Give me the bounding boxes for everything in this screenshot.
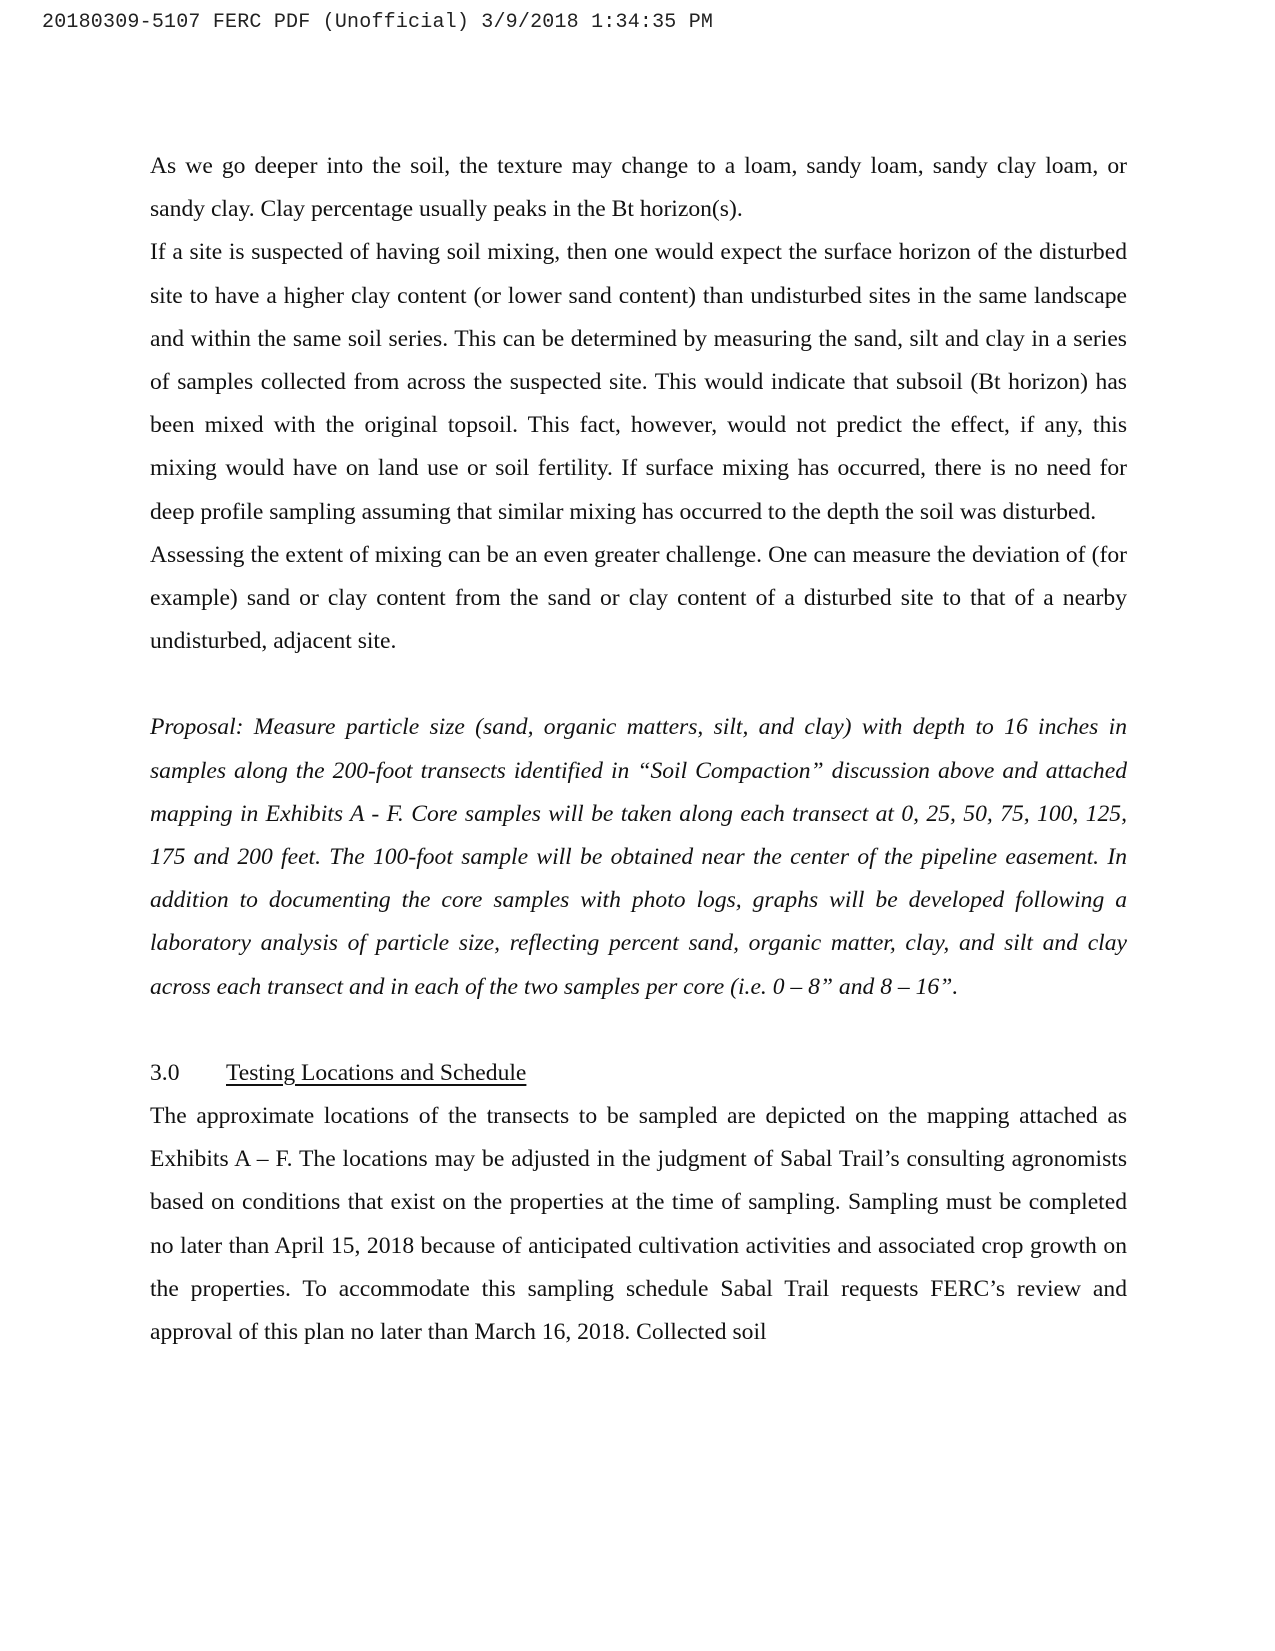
paragraph-gap — [150, 663, 1127, 706]
section-heading — [150, 1052, 1127, 1095]
section-number: 3.0 — [150, 1059, 180, 1086]
paragraph-gap — [150, 1009, 1127, 1052]
filing-stamp: 20180309-5107 FERC PDF (Unofficial) 3/9/2018 1:34:35 PM — [42, 11, 714, 34]
section-title: Testing Locations and Schedule — [226, 1059, 527, 1086]
document-body — [150, 145, 1127, 1354]
paragraph-soil-texture: As we go deeper into the soil, the texture may change to a loam, sandy loam, sandy clay loam, or sandy clay. Clay percentage usually peaks in the Bt horizon(s). — [150, 153, 1127, 223]
paragraph-soil-mixing: If a site is suspected of having soil mixing, then one would expect the surface horizon of the disturbed site to have a higher clay content (or lower sand content) than undisturbed sites in the same landscape and within the same soil series. This can be determined by measuring the sand, silt and clay in a series of samples collected from across the suspected site. This would indicate that subsoil (Bt horizon) has been mixed with the original topsoil. This fact, however, would not predict the effect, if any, this mixing would have on land use or soil fertility. If surface mixing has occurred, there is no need for deep profile sampling assuming that similar mixing has occurred to the depth the soil was disturbed. — [150, 239, 1127, 525]
proposal-paragraph: Proposal: Measure particle size (sand, organic matters, silt, and clay) with depth to 16 inches in samples along the 200-foot transects identified in “Soil Compaction” discussion above and attached mapping in Exhibits A - F. Core samples will be taken along each transect at 0, 25, 50, 75, 100, 125, 175 and 200 feet. The 100-foot sample will be obtained near the center of the pipeline easement. In addition to documenting the core samples with photo logs, graphs will be developed following a laboratory analysis of particle size, reflecting percent sand, organic matter, clay, and silt and clay across each transect and in each of the two samples per core (i.e. 0 – 8” and 8 – 16”. — [150, 714, 1127, 1000]
paragraph-mixing-extent: Assessing the extent of mixing can be an even greater challenge. One can measure the deviation of (for example) sand or clay content from the sand or clay content of a disturbed site to that of a nearby undisturbed, adjacent site. — [150, 541, 1127, 655]
paragraph-testing-locations: The approximate locations of the transects to be sampled are depicted on the mapping attached as Exhibits A – F. The locations may be adjusted in the judgment of Sabal Trail’s consulting agronomists based on conditions that exist on the properties at the time of sampling. Sampling must be completed no later than April 15, 2018 because of anticipated cultivation activities and associated crop growth on the properties. To accommodate this sampling schedule Sabal Trail requests FERC’s review and approval of this plan no later than March 16, 2018. Collected soil — [150, 1103, 1127, 1346]
